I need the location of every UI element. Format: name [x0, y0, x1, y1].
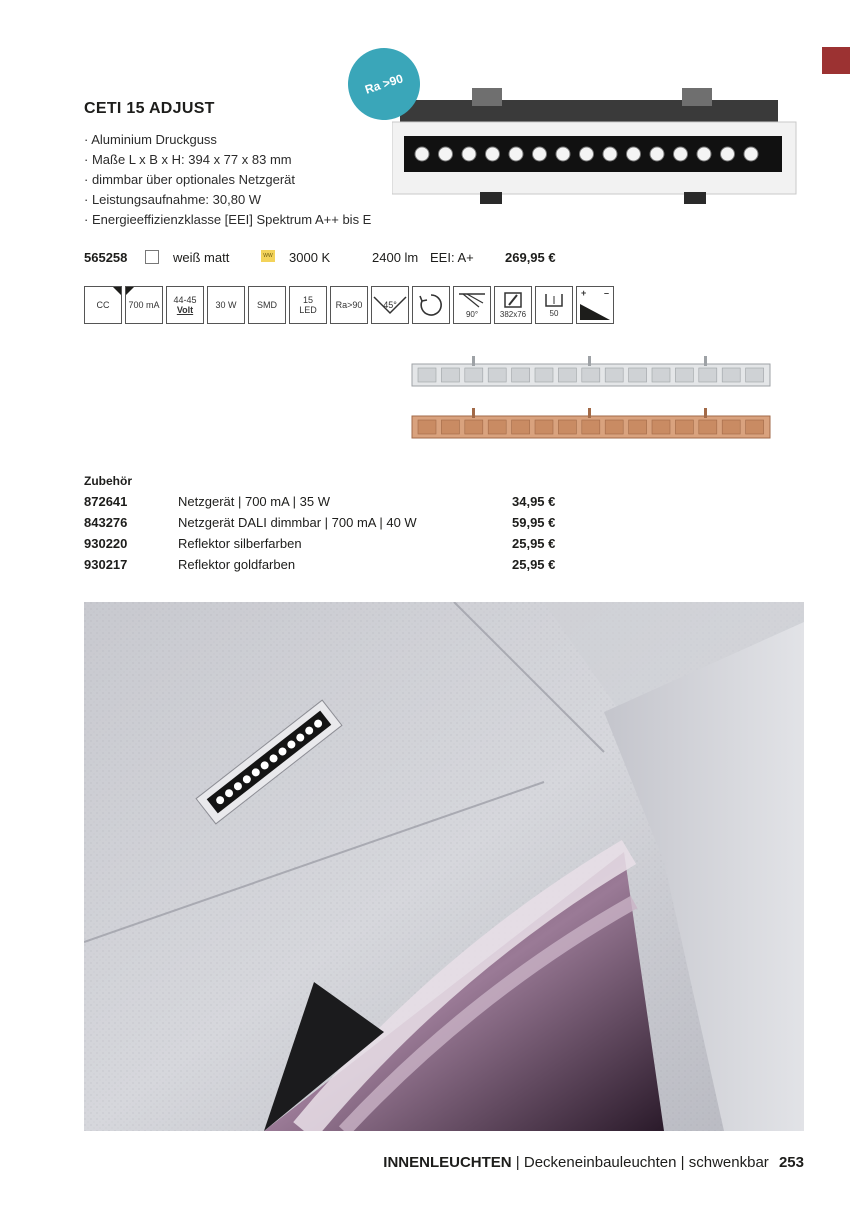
footer-separator: |	[515, 1154, 520, 1171]
warm-white-icon: WW	[261, 250, 275, 262]
feature-list	[84, 130, 371, 230]
price: 269,95 €	[505, 250, 556, 265]
accessory-row	[84, 515, 564, 536]
feature-item: · dimmbar über optionales Netzgerät	[84, 170, 371, 190]
accessory-row	[84, 557, 564, 578]
feature-item: · Maße L x B x H: 394 x 77 x 83 mm	[84, 150, 371, 170]
accessory-description: Netzgerät DALI dimmbar | 700 mA | 40 W	[178, 515, 417, 530]
accessory-code: 930217	[84, 557, 128, 572]
tilt-icon: 90°	[453, 286, 491, 324]
variant-row	[84, 250, 564, 266]
accessory-code: 872641	[84, 494, 128, 509]
rotate-icon	[412, 286, 450, 324]
color-temperature: 3000 K	[289, 250, 331, 265]
power-icon: 30 W	[207, 286, 245, 324]
accessory-description: Reflektor silberfarben	[178, 536, 302, 551]
accessory-description: Reflektor goldfarben	[178, 557, 296, 572]
cri-icon: Ra>90	[330, 286, 368, 324]
accessory-code: 930220	[84, 536, 128, 551]
voltage-icon: 44-45 Volt	[166, 286, 204, 324]
product-image	[392, 88, 800, 210]
footer-subcategory: schwenkbar	[688, 1154, 769, 1171]
accessory-price: 25,95 €	[512, 536, 556, 551]
cutout-icon: 382x76	[494, 286, 532, 324]
product-title: CETI 15 ADJUST	[84, 100, 215, 117]
article-number: 565258	[84, 250, 128, 265]
smd-icon: SMD	[248, 286, 286, 324]
accessory-price: 34,95 €	[512, 494, 556, 509]
feature-item: · Aluminium Druckguss	[84, 130, 371, 150]
energy-class: EEI: A+	[430, 250, 474, 265]
footer-subcategory: Deckeneinbauleuchten	[523, 1154, 677, 1171]
footer-separator: |	[680, 1154, 685, 1171]
feature-item: · Leistungsaufnahme: 30,80 W	[84, 190, 371, 210]
color-swatch	[145, 250, 159, 264]
luminous-flux: 2400 lm	[372, 250, 419, 265]
chapter-tab-marker	[822, 47, 850, 74]
accessory-price: 25,95 €	[512, 557, 556, 572]
ra-badge: Ra >90	[339, 39, 430, 130]
page-number: 253	[778, 1154, 804, 1171]
accessory-row	[84, 494, 564, 515]
depth-icon: 50	[535, 286, 573, 324]
feature-item: · Energieeffizienzklasse [EEI] Spektrum A++ bis E	[84, 210, 371, 230]
reflector-images	[408, 352, 774, 444]
accessory-row	[84, 536, 564, 557]
page-footer	[383, 1154, 804, 1171]
ambient-photo	[84, 602, 804, 1131]
accessories-list	[84, 494, 564, 578]
constant-current-icon: CC	[84, 286, 122, 324]
spec-icon-row	[84, 286, 614, 324]
led-count-icon: 15 LED	[289, 286, 327, 324]
accessory-description: Netzgerät | 700 mA | 35 W	[178, 494, 330, 509]
accessory-code: 843276	[84, 515, 128, 530]
footer-category: INNENLEUCHTEN	[383, 1154, 512, 1171]
beam-angle-icon: 45°	[371, 286, 409, 324]
accessory-price: 59,95 €	[512, 515, 556, 530]
finish-label: weiß matt	[173, 250, 230, 265]
current-icon: 700 mA	[125, 286, 163, 324]
accessories-title: Zubehör	[84, 474, 132, 488]
dimmable-icon: + –	[576, 286, 614, 324]
